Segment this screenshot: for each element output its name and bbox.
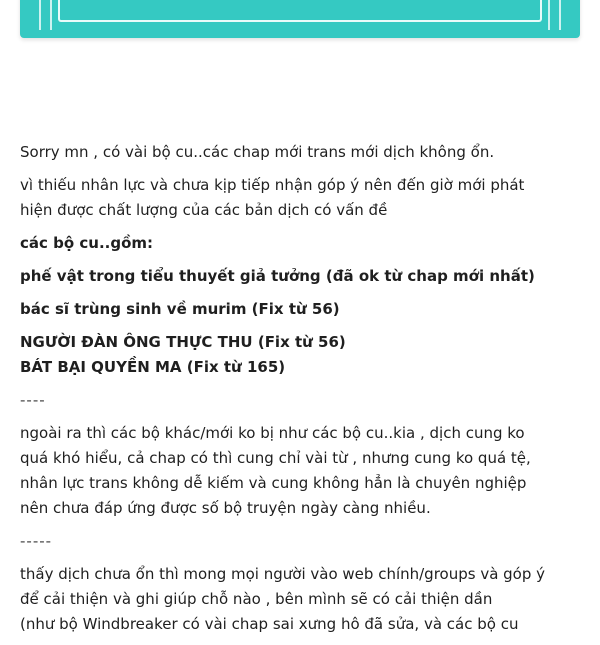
list-item-3: NGƯỜI ĐÀN ÔNG THỰC THU (Fix từ 56) BÁT BẠI QUYỀN MA (Fix từ 165) — [20, 333, 346, 376]
teal-banner-frame — [20, 0, 580, 38]
spacer-area — [0, 58, 600, 116]
other-series-paragraph: ngoài ra thì các bộ khác/mới ko bị như các bộ cu..kia , dịch cung ko quá khó hiểu, cả chap có thì cung chỉ vài từ , nhưng cung ko quá tệ, nhân lực trans không dễ kiếm và cung không hẳn là chuyên nghiệp nên chưa đáp ứng được số bộ truyện ngày càng nhiều. — [20, 424, 531, 517]
list-title: các bộ cu..gồm: — [20, 234, 154, 252]
banner-ornament-left — [39, 0, 52, 30]
list-item-2: bác sĩ trùng sinh về murim (Fix từ 56) — [20, 300, 340, 318]
separator-2: ----- — [20, 532, 53, 550]
apology-line: Sorry mn , có vài bộ cu..các chap mới trans mới dịch không ổn. — [20, 143, 495, 161]
banner-inner-border — [58, 0, 542, 22]
separator-1: ---- — [20, 391, 46, 409]
post-content — [20, 140, 590, 645]
decorative-banner — [0, 0, 600, 58]
banner-ornament-right — [548, 0, 561, 30]
closing-paragraph: thấy dịch chưa ổn thì mong mọi người vào web chính/groups và góp ý để cải thiện và ghi giúp chỗ nào , bên mình sẽ có cải thiện dần (như bộ Windbreaker có vài chap sai xưng hô đã sửa, và các bộ cu — [20, 565, 546, 633]
reason-paragraph: vì thiếu nhân lực và chưa kịp tiếp nhận góp ý nên đến giờ mới phát hiện được chất lượng của các bản dịch có vấn đề — [20, 176, 525, 219]
list-item-1: phế vật trong tiểu thuyết giả tưởng (đã ok từ chap mới nhất) — [20, 267, 535, 285]
